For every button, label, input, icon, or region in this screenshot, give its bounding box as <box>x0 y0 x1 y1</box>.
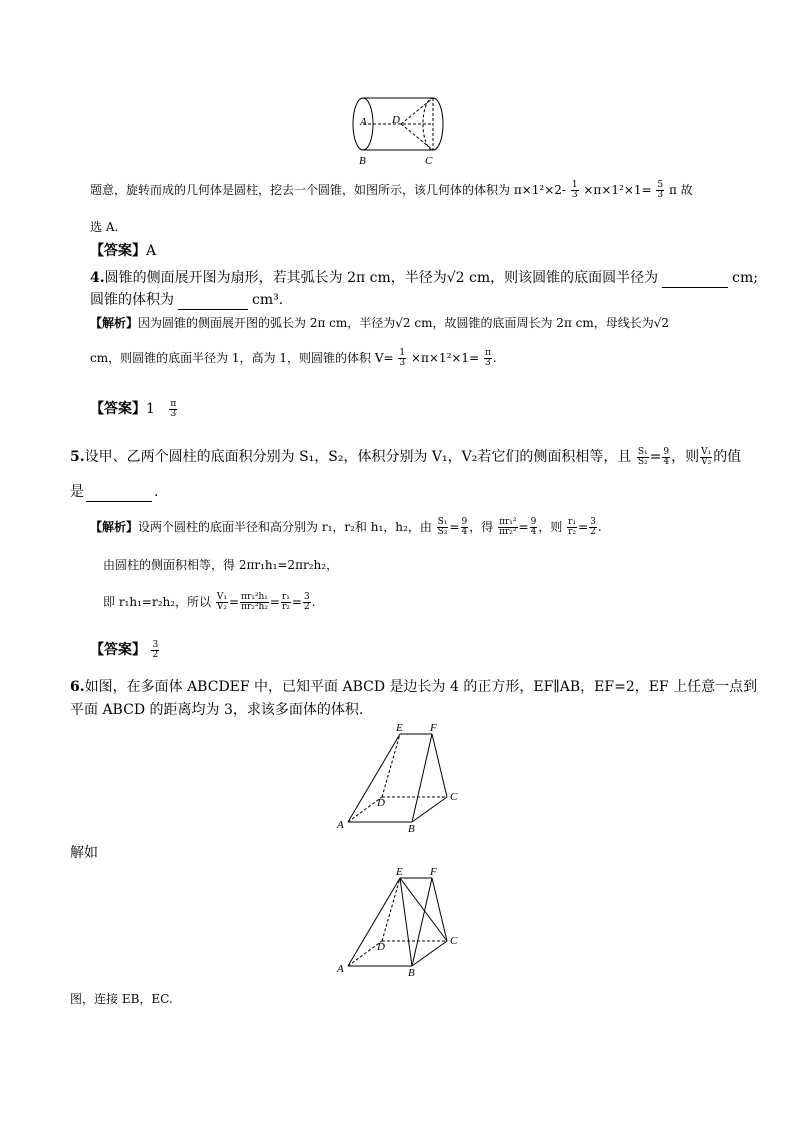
q5-answer-label: 【答案】 <box>90 642 146 658</box>
q5-analysis-c: ，则 <box>538 520 563 534</box>
q4-stem-line1 <box>90 268 758 288</box>
cylinder-figure <box>345 92 455 170</box>
q6-stem-a: 如图，在多面体 ABCDEF 中，已知平面 ABCD 是边长为 4 的正方形，EF∥AB，EF=2，EF 上任意一点到 <box>84 679 758 695</box>
q3-formula-a: π×1²×2- <box>513 183 566 197</box>
q4-frac-one-third: $\frac{1}{3}$ <box>399 348 406 368</box>
q6-solution-a: 解如 <box>70 845 98 861</box>
q5-stem-c: 的值 <box>713 449 742 465</box>
poly1-label-b: B <box>408 823 415 835</box>
q4-stem-a: 圆锥的侧面展开图为扇形，若其弧长为 2π cm，半径为 <box>104 270 447 286</box>
q4-stem-e: cm³. <box>252 292 284 308</box>
q5-stem-line1: 5.设甲、乙两个圆柱的底面积分别为 S₁，S₂，体积分别为 V₁，V₂若它们的侧面积相等，且 $\frac{\text{S₁}}{\text{S₂}}$ = $\frac{9}{4}$ ，则 $\frac{\text{V₁}}{\text{V₂}}$ 的值 <box>70 446 742 467</box>
poly1-label-f: F <box>430 722 437 734</box>
q6-number: 6. <box>70 679 85 695</box>
q4-answer-label: 【答案】 <box>90 401 146 417</box>
q4-analysis-line2: cm，则圆锥的底面半径为 1，高为 1，则圆锥的体积 V= $\frac{1}{3}$ ×π×1²×1= $\frac{\pi}{3}$ . <box>90 348 497 368</box>
poly1-label-d: D <box>377 797 385 809</box>
q5-analysis-line1: 【解析】设两个圆柱的底面半径和高分别为 r₁，r₂和 h₁，h₂，由 $\frac{\text{S₁}}{\text{S₂}}$ = $\frac{9}{4}$ ，得 $\frac{\text{πr₁²}}{\text{πr₂²}}$ = $\frac{9}{4}$ ，则 $\frac{\text{r₁}}{\text{r₂}}$ = $\frac{3}{2}$ . <box>90 517 602 537</box>
q3-analysis-line1 <box>90 181 693 200</box>
poly2-label-a: A <box>337 963 344 975</box>
q3-frac-five-third: $\frac{5}{3}$ <box>657 180 664 200</box>
poly1-label-e: E <box>396 722 403 734</box>
q3-formula-tail: π 故 <box>668 183 693 197</box>
q4-analysis-line1 <box>90 314 669 332</box>
polyhedron-figure-1 <box>332 722 472 837</box>
poly1-label-c: C <box>450 791 458 803</box>
q4-analysis-sqrt: √2 <box>395 316 411 330</box>
q4-analysis-b: cm，故圆锥的底面周长为 2π cm，母线长为 <box>414 316 654 330</box>
q3-analysis-line2: 选 A. <box>90 220 119 234</box>
q4-answer-frac: $\frac{\pi}{3}$ <box>170 398 177 419</box>
poly2-label-c: C <box>450 935 458 947</box>
q4-stem-line2 <box>90 290 283 310</box>
q6-stem-line2: 平面 ABCD 的距离均为 3，求该多面体的体积. <box>70 702 364 718</box>
q5-number: 5. <box>70 449 85 465</box>
q5-analysis-line2: 由圆柱的侧面积相等，得 2πr₁h₁=2πr₂h₂， <box>103 558 339 572</box>
q5-analysis-a: 设两个圆柱的底面半径和高分别为 r₁，r₂和 h₁，h₂，由 <box>138 520 432 534</box>
q3-formula-b: ×π×1²×1= <box>583 183 652 197</box>
q4-analysis-label: 【解析】 <box>90 316 139 330</box>
polyhedron-figure-2 <box>332 866 472 981</box>
q5-stem-b: ，则 <box>671 449 700 465</box>
q5-analysis-b: ，得 <box>469 520 494 534</box>
q6-solution-b: 图，连接 EB，EC. <box>70 992 173 1006</box>
cyl-label-d: D <box>392 114 400 126</box>
q4-analysis-c: cm，则圆锥的底面半径为 1，高为 1，则圆锥的体积 V= <box>90 351 394 365</box>
q4-sqrt: √2 <box>446 270 465 286</box>
poly2-label-b: B <box>408 967 415 979</box>
q4-analysis-sqrt2: √2 <box>653 316 670 330</box>
q4-stem-c: cm; <box>732 270 758 286</box>
poly2-label-e: E <box>396 866 403 878</box>
q4-analysis-d: ×π×1²×1= <box>410 351 480 365</box>
q3-answer-label: 【答案】 <box>90 243 146 259</box>
q5-analysis-label: 【解析】 <box>90 520 139 534</box>
q4-stem-d: 圆锥的体积为 <box>90 292 174 308</box>
q5-answer <box>90 640 160 660</box>
poly2-label-f: F <box>430 866 437 878</box>
q5-stem-a: 设甲、乙两个圆柱的底面积分别为 S₁，S₂，体积分别为 V₁，V₂若它们的侧面积相等，且 <box>84 449 632 465</box>
q3-answer-value: A <box>146 243 157 259</box>
poly2-label-d: D <box>377 941 385 953</box>
q3-frac-one-third: $\frac{1}{3}$ <box>571 180 578 200</box>
cyl-label-b: B <box>359 155 366 167</box>
q3-analysis-text: 题意，旋转而成的几何体是圆柱，挖去一个圆锥，如图所示，该几何体的体积为 <box>90 183 511 197</box>
q5-stem-line2: 是 . <box>70 484 159 500</box>
q5-blank[interactable] <box>86 485 152 502</box>
q3-answer <box>90 241 156 261</box>
q4-answer-value: 1 <box>146 401 155 417</box>
q5-stem-frac-v: $\frac{\text{V₁}}{\text{V₂}}$ <box>701 446 712 467</box>
q5-analysis-line3: 即 r₁h₁=r₂h₂，所以 $\frac{\text{V₁}}{\text{V₂}}$ = $\frac{\text{πr₁²h₁}}{\text{πr₂²h₂}}$ = $\frac{\text{r₁}}{\text{r₂}}$ = $\frac{3}{2}$ . <box>103 592 316 612</box>
q4-stem-b: cm，则该圆锥的底面圆半径为 <box>469 270 659 286</box>
q5-analysis-e: 即 r₁h₁=r₂h₂，所以 <box>103 595 212 609</box>
q4-blank-1[interactable] <box>662 271 728 288</box>
q4-answer <box>90 399 178 419</box>
q5-stem-frac-s: $\frac{\text{S₁}}{\text{S₂}}$ <box>637 446 648 467</box>
q5-answer-frac: $\frac{3}{2}$ <box>152 639 159 660</box>
q4-frac-pi-third: $\frac{\pi}{3}$ <box>484 348 491 368</box>
q4-blank-2[interactable] <box>178 293 248 310</box>
q5-stem-d: 是 <box>70 484 84 500</box>
poly1-label-a: A <box>337 819 344 831</box>
cyl-label-c: C <box>425 155 433 167</box>
q4-analysis-a: 因为圆锥的侧面展开图的弧长为 2π cm，半径为 <box>138 316 396 330</box>
cyl-label-a: A <box>360 116 367 128</box>
q6-stem-line1 <box>70 677 757 697</box>
q4-number: 4. <box>90 270 105 286</box>
